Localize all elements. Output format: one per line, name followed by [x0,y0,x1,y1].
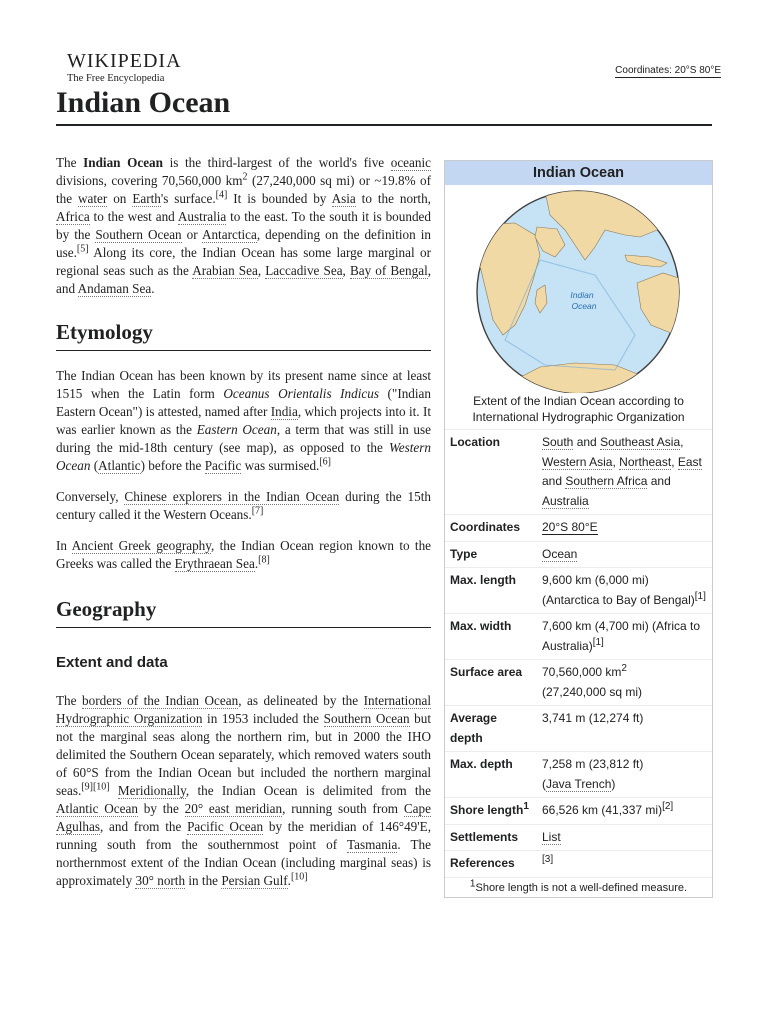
link-meridionally[interactable]: Meridionally [117,783,186,798]
link-oceanic[interactable]: oceanic [390,155,431,170]
link-southern-ocean[interactable]: Southern Ocean [95,227,182,242]
link-30-north[interactable]: 30° north [135,873,186,888]
infobox-row-settlements [445,824,712,851]
infobox-footnote: $^1$Shore length is not a well-defined measure. [445,877,712,897]
ref-10b[interactable]: [10] [290,871,308,883]
ref-1[interactable]: [1] [694,590,706,602]
ocean-map[interactable] [445,185,712,393]
row-label: Max. width [445,614,537,660]
heading-etymology: Etymology [56,320,431,351]
row-label: References [445,851,537,877]
row-label: Max. depth [445,752,537,798]
infobox-row-max-length [445,568,712,614]
row-value: 3,741 m (12,274 ft) [537,706,712,752]
ref-2[interactable]: [2] [662,801,674,812]
link-laccadive-sea[interactable]: Laccadive Sea [265,263,343,278]
link-australia-infobox[interactable]: Australia [542,493,589,508]
ref-5[interactable]: [5] [76,243,89,255]
link-settlements-list[interactable]: List [542,829,561,844]
row-value: 66,526 km (41,337 mi)[2] [537,798,712,825]
ref-1b[interactable]: [1] [592,636,604,648]
row-value: 9,600 km (6,000 mi) (Antarctica to Bay of Bengal)[1] [537,568,712,614]
infobox-row-shore-length [445,798,712,825]
link-java-trench[interactable]: Java Trench [546,776,612,791]
link-water[interactable]: water [78,191,108,206]
row-value [537,851,712,877]
link-ancient-greek-geography[interactable]: Ancient Greek geography [71,538,212,553]
link-australia[interactable]: Australia [177,209,227,224]
row-value: South and Southeast Asia, Western Asia, Northeast, East and Southern Africa and Australia [537,430,712,515]
wikipedia-wordmark: WIKIPEDIA [67,50,182,72]
link-east[interactable]: East [677,454,702,469]
link-western-asia[interactable]: Western Asia [542,454,613,469]
etymology-paragraph-2: Conversely, Chinese explorers in the Indian Ocean during the 15th century called it the Western Oceans.[7] [56,489,431,522]
coordinates-link[interactable]: Coordinates: 20°S 80°E [615,65,721,76]
link-erythraean-sea[interactable]: Erythraean Sea [174,556,255,571]
link-bay-of-bengal[interactable]: Bay of Bengal [349,263,428,278]
row-value: 70,560,000 $km^2$ (27,240,000 sq mi) [537,660,712,706]
link-chinese-explorers[interactable]: Chinese explorers in the Indian Ocean [124,489,340,504]
row-value [537,824,712,851]
link-ocean-type[interactable]: Ocean [542,546,578,561]
link-southeast-asia[interactable]: Southeast Asia [600,435,681,449]
infobox [444,160,713,898]
row-label: Average depth [445,706,537,752]
map-label-line2: Ocean [571,301,597,311]
row-label: Shore length$^1$ [445,798,537,825]
ref-4[interactable]: [4] [215,189,228,201]
row-label: Coordinates [445,515,537,542]
link-pacific[interactable]: Pacific [204,458,242,473]
infobox-row-type [445,541,712,568]
link-africa[interactable]: Africa [56,209,90,224]
heading-extent-and-data: Extent and data [56,654,168,671]
link-southern-ocean-2[interactable]: Southern Ocean [323,711,410,726]
map-caption: Extent of the Indian Ocean according to International Hydrographic Organization [472,394,685,424]
row-label: Surface area [445,660,537,706]
link-india[interactable]: India [270,404,298,419]
bold-term: Indian Ocean [83,155,163,170]
infobox-title: Indian Ocean [445,161,712,185]
infobox-row-location [445,430,712,515]
intro-paragraph: The Indian Ocean is the third-largest of the world's five oceanic divisions, covering 70,560,000 $km^2$ (27,240,000 sq mi) or ~19.8% of the water on Earth's surface.[4] It is bounded by Asia to the north, Africa to the west and Australia to the east. To the south it is bounded by the Southern Ocean or Antarctica, depending on the definition in use.[5] Along its core, the Indian Ocean has some large marginal or regional seas such as the Arabian Sea, Laccadive Sea, Bay of Bengal, and Andaman Sea. [56,155,432,296]
link-south[interactable]: South [542,435,574,449]
row-value [537,541,712,568]
link-northeast[interactable]: Northeast [619,454,672,469]
row-label: Settlements [445,824,537,851]
ref-8[interactable]: [8] [258,554,270,566]
infobox-row-references [445,851,712,877]
ref-7[interactable]: [7] [251,505,264,517]
link-iho[interactable]: International Hydrographic Organization [56,693,431,726]
wikipedia-logo[interactable] [67,50,182,85]
ref-3[interactable]: [3] [542,854,554,865]
geography-paragraph-1: The borders of the Indian Ocean, as delineated by the International Hydrographic Organization in 1953 included the Southern Ocean but not the marginal seas along the northern rim, but in 2000 the IHO delimited the Southern Ocean separately, which removed waters south of 60°S from the Indian Ocean but included the northern marginal seas.[9][10] Meridionally, the Indian Ocean is delimited from the Atlantic Ocean by the 20° east meridian, running south from Cape Agulhas, and from the Pacific Ocean by the meridian of 146°49'E, running south from the southernmost point of Tasmania. The northernmost extent of the Indian Ocean (including marginal seas) is approximately 30° north in the Persian Gulf.[10] [56,693,432,888]
etymology-paragraph-1: The Indian Ocean has been known by its present name since at least 1515 when the Latin form Oceanus Orientalis Indicus ("Indian Eastern Ocean") is attested, named after India, which projects into it. It was earlier known as the Eastern Ocean, a term that was still in use during the mid-18th century (see map), as opposed to the Western Ocean (Atlantic) before the Pacific was surmised.[6] [56,368,432,473]
row-label: Location [445,430,537,515]
etymology-paragraph-3: In Ancient Greek geography, the Indian Ocean region known to the Greeks was called the Erythraean Sea.[8] [56,538,432,571]
coordinates-value: 20°S 80°E [542,520,598,534]
link-antarctica[interactable]: Antarctica [201,227,257,242]
infobox-row-max-width [445,614,712,660]
row-label: Type [445,541,537,568]
infobox-row-coordinates [445,515,712,542]
wikipedia-tagline: The Free Encyclopedia [67,73,165,84]
row-value: 7,600 km (4,700 mi) (Africa to Australia)[1] [537,614,712,660]
row-value: 7,258 m (23,812 ft) (Java Trench) [537,752,712,798]
link-persian-gulf[interactable]: Persian Gulf [221,873,288,888]
article-body [56,154,431,903]
row-value[interactable] [537,515,712,542]
infobox-row-max-depth [445,752,712,798]
link-andaman-sea[interactable]: Andaman Sea [77,281,152,296]
link-arabian-sea[interactable]: Arabian Sea [192,263,258,278]
ref-10[interactable]: [10] [92,781,110,793]
row-label: Max. length [445,568,537,614]
link-20-east-meridian[interactable]: 20° east meridian [184,801,283,816]
heading-geography: Geography [56,597,431,628]
globe-map-image [445,185,712,393]
link-pacific-ocean[interactable]: Pacific Ocean [187,819,264,834]
map-label-line1: Indian [570,290,594,300]
link-tasmania[interactable]: Tasmania [346,837,398,852]
ref-9[interactable]: [9] [81,781,93,793]
link-earth[interactable]: Earth [132,191,161,206]
infobox-row-surface-area [445,660,712,706]
page-title: Indian Ocean [56,86,231,119]
ref-6[interactable]: [6] [319,456,332,468]
link-atlantic-ocean[interactable]: Atlantic Ocean [56,801,138,816]
link-cape-agulhas[interactable]: Cape Agulhas [56,801,431,834]
link-borders[interactable]: borders of the Indian Ocean [82,693,239,708]
link-southern-africa[interactable]: Southern Africa [565,474,648,488]
title-divider [56,124,712,126]
infobox-row-average-depth [445,706,712,752]
link-atlantic[interactable]: Atlantic [98,458,141,473]
link-asia[interactable]: Asia [331,191,356,206]
infobox-table [445,429,712,877]
